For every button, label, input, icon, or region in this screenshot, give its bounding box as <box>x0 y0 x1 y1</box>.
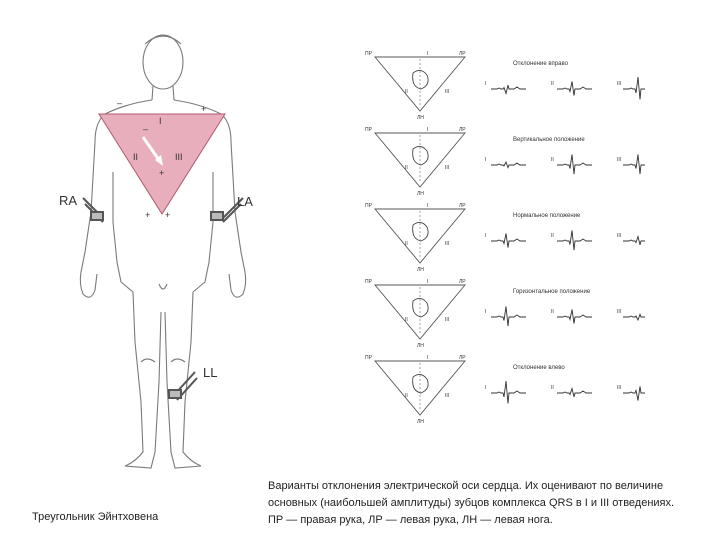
lead-iii-label: III <box>175 152 183 162</box>
sign-plus-ll-1: + <box>145 210 151 220</box>
ecg-trace <box>623 155 645 175</box>
label-lead-iii: III <box>445 393 450 399</box>
label-left-leg: ЛН <box>417 115 424 121</box>
label-left-arm: ЛР <box>459 127 466 133</box>
label-lead-iii: III <box>445 317 450 323</box>
sign-plus-la: + <box>201 104 207 114</box>
row-title: Отклонение влево <box>513 365 565 371</box>
label-left-arm: ЛР <box>459 355 466 361</box>
label-lead-ii: II <box>405 241 408 247</box>
ecg-lead-label: II <box>551 81 554 87</box>
ecg-trace <box>623 237 645 245</box>
ecg-lead-label: III <box>617 309 622 315</box>
electrodes <box>83 198 243 400</box>
label-lead-ii: II <box>405 393 408 399</box>
lead-ii-label: II <box>133 152 139 162</box>
axis-row <box>365 279 645 349</box>
caption-line: ПР — правая рука, ЛР — левая рука, ЛН — левая нога. <box>268 514 553 526</box>
ecg-lead-label: I <box>485 81 487 87</box>
ecg-trace <box>491 307 526 327</box>
sign-plus-ll-2: + <box>165 210 171 220</box>
ecg-trace <box>557 231 592 251</box>
einthoven-body-figure <box>55 22 270 487</box>
electrode-ll: LL <box>203 365 218 380</box>
ecg-trace <box>491 381 526 403</box>
axis-row <box>365 203 645 273</box>
label-lead-i: I <box>427 127 429 133</box>
row-title: Отклонение вправо <box>513 61 568 67</box>
label-right-arm: ПР <box>365 279 372 285</box>
label-left-leg: ЛН <box>417 191 424 197</box>
label-right-arm: ПР <box>365 355 372 361</box>
electrode-la: LA <box>237 194 253 209</box>
ecg-lead-label: I <box>485 309 487 315</box>
label-lead-ii: II <box>405 165 408 171</box>
heart-icon <box>413 298 428 317</box>
body-outline <box>80 35 245 468</box>
ecg-trace <box>623 387 645 401</box>
ecg-trace <box>557 155 592 175</box>
label-lead-iii: III <box>445 241 450 247</box>
ecg-lead-label: I <box>485 157 487 163</box>
ecg-lead-label: III <box>617 385 622 391</box>
label-right-arm: ПР <box>365 127 372 133</box>
ecg-lead-label: III <box>617 157 622 163</box>
heart-icon <box>413 222 428 241</box>
row-title: Нормальное положение <box>513 213 581 219</box>
ecg-lead-label: III <box>617 81 622 87</box>
label-lead-i: I <box>427 279 429 285</box>
ecg-trace <box>557 389 592 397</box>
axis-row <box>365 51 645 121</box>
label-lead-i: I <box>427 51 429 57</box>
sign-plus-inner: + <box>159 168 165 178</box>
ecg-trace <box>491 162 526 168</box>
label-left-arm: ЛР <box>459 203 466 209</box>
ecg-lead-label: I <box>485 233 487 239</box>
einthoven-caption: Треугольник Эйнтховена <box>32 511 159 523</box>
ecg-trace <box>623 314 645 320</box>
heart-icon <box>413 146 428 165</box>
axis-rows <box>365 51 645 425</box>
ecg-trace <box>491 85 526 93</box>
electrode-ra: RA <box>59 193 78 208</box>
ecg-trace <box>491 234 526 248</box>
label-left-arm: ЛР <box>459 279 466 285</box>
axis-row <box>365 127 645 197</box>
label-left-arm: ЛР <box>459 51 466 57</box>
ecg-lead-label: II <box>551 385 554 391</box>
label-lead-iii: III <box>445 165 450 171</box>
caption-line: основных (наибольшей амплитуды) зубцов комплекса QRS в I и III отведениях. <box>268 497 675 509</box>
sign-minus-inner: – <box>143 124 149 134</box>
sign-minus-ra: – <box>117 98 123 108</box>
axis-variants-figure <box>365 45 645 435</box>
label-left-leg: ЛН <box>417 419 424 425</box>
ecg-lead-label: III <box>617 233 622 239</box>
label-lead-ii: II <box>405 317 408 323</box>
label-right-arm: ПР <box>365 51 372 57</box>
lead-i-label: I <box>159 116 162 126</box>
ecg-trace <box>557 82 592 96</box>
ecg-trace <box>557 310 592 324</box>
axis-variants-caption <box>268 478 718 529</box>
axis-row <box>365 355 645 425</box>
row-title: Вертикальное положение <box>513 137 585 143</box>
ecg-trace <box>623 77 645 99</box>
heart-icon <box>413 374 428 393</box>
ecg-lead-label: II <box>551 233 554 239</box>
label-lead-i: I <box>427 355 429 361</box>
row-title: Горизонтальное положение <box>513 289 591 295</box>
ecg-lead-label: I <box>485 385 487 391</box>
label-lead-iii: III <box>445 89 450 95</box>
ecg-lead-label: II <box>551 309 554 315</box>
label-lead-ii: II <box>405 89 408 95</box>
label-right-arm: ПР <box>365 203 372 209</box>
label-left-leg: ЛН <box>417 343 424 349</box>
caption-line: Варианты отклонения электрической оси сердца. Их оценивают по величине <box>268 480 664 492</box>
heart-icon <box>413 70 428 89</box>
label-lead-i: I <box>427 203 429 209</box>
label-left-leg: ЛН <box>417 267 424 273</box>
ecg-lead-label: II <box>551 157 554 163</box>
